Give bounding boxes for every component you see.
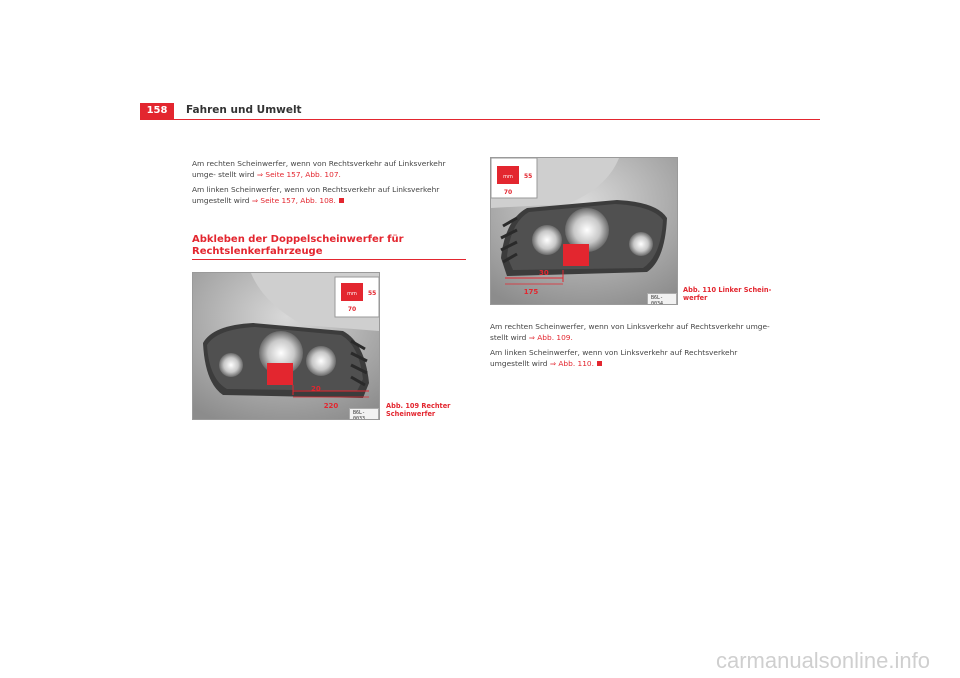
header-divider xyxy=(140,119,820,120)
figure-left-headlight xyxy=(490,157,678,305)
dimension-distance: 220 xyxy=(323,402,339,410)
figure-caption: Abb. 110 Linker Schein- werfer xyxy=(683,286,772,302)
dimension-width: 70 xyxy=(347,306,357,313)
tape-patch xyxy=(267,363,293,385)
paragraph-text: Am linken Scheinwerfer, wenn von Linksverkehr auf Rechtsverkehr umgestellt wird xyxy=(490,348,738,368)
cross-reference-link[interactable]: Abb. 110. xyxy=(556,359,594,368)
paragraph-text: Am rechten Scheinwerfer, wenn von Linksverkehr auf Rechtsverkehr umge- stellt wird xyxy=(490,322,770,342)
dimension-width: 70 xyxy=(503,189,513,196)
cross-reference-link[interactable]: Seite 157, Abb. 107. xyxy=(263,170,341,179)
arrow-icon: ⇒ xyxy=(251,196,259,205)
paragraph-left-headlight-rhd xyxy=(490,347,770,369)
paragraph-text: Am linken Scheinwerfer, wenn von Rechtsverkehr auf Linksverkehr umgestellt wird xyxy=(192,185,440,205)
paragraph-text: Am rechten Scheinwerfer, wenn von Rechtsverkehr auf Linksverkehr umge- stellt wird xyxy=(192,159,446,179)
tape-patch xyxy=(563,244,589,266)
section-title: Abkleben der Doppelscheinwerfer für Rechtslenkerfahrzeuge xyxy=(192,234,404,257)
arrow-icon: ⇒ xyxy=(528,333,535,342)
end-of-section-icon xyxy=(339,198,344,203)
section-divider xyxy=(192,259,466,260)
dimension-distance: 175 xyxy=(523,288,539,296)
arrow-icon: ⇒ xyxy=(256,170,264,179)
end-of-section-icon xyxy=(597,361,602,366)
dimension-height: 55 xyxy=(524,173,533,180)
figure-code: B6L-0033 xyxy=(349,408,379,420)
unit-label: mm xyxy=(347,291,357,297)
dimension-offset: 30 xyxy=(539,269,549,277)
figure-code: B6L-0034 xyxy=(647,293,677,305)
page-title: Fahren und Umwelt xyxy=(186,104,302,116)
figure-right-headlight xyxy=(192,272,380,420)
dimension-offset: 20 xyxy=(311,385,321,393)
arrow-icon: ⇒ xyxy=(549,359,557,368)
figure-caption: Abb. 109 Rechter Scheinwerfer xyxy=(386,402,451,418)
cross-reference-link[interactable]: Seite 157, Abb. 108. xyxy=(258,196,336,205)
paragraph-right-headlight-rhd xyxy=(490,321,770,343)
paragraph-left-headlight-lhd xyxy=(192,184,470,206)
page-number: 158 xyxy=(140,103,174,119)
paragraph-right-headlight-lhd xyxy=(192,158,470,180)
dimension-height: 55 xyxy=(368,290,377,297)
watermark: carmanualsonline.info xyxy=(715,648,930,673)
cross-reference-link[interactable]: Abb. 109. xyxy=(534,333,573,342)
right-headlight-illustration xyxy=(193,273,379,419)
left-headlight-illustration xyxy=(491,158,677,304)
unit-label: mm xyxy=(503,174,513,180)
